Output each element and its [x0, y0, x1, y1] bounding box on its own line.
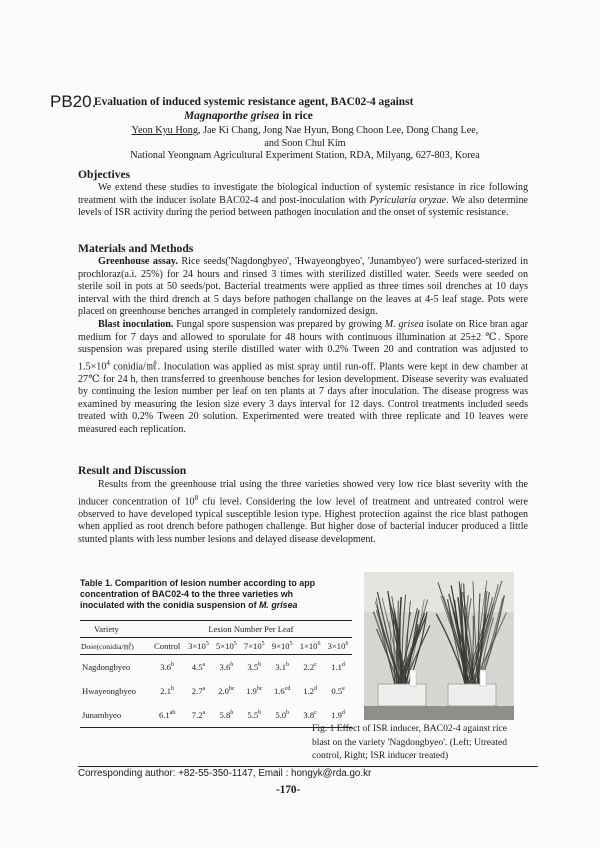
table-caption-species: M. grisea	[259, 600, 298, 610]
lesion-value: 6.1	[158, 710, 170, 720]
abstract-code: PB20.	[50, 92, 97, 111]
title-line-2	[94, 109, 564, 123]
dose-header-cell	[268, 638, 296, 655]
significance-letter: e	[342, 686, 345, 693]
pot-label-tag	[410, 670, 416, 686]
objectives-text-1: We extend these studies to investigate the biological induction of systemic resistance in rice following treatment with the inducer isolate BAC02-4 and post-inoculation with	[78, 182, 528, 206]
lesion-value: 5.8	[219, 710, 231, 720]
lesion-value-cell	[185, 655, 213, 680]
significance-letter: bc	[228, 686, 235, 693]
lesion-value-cell	[268, 655, 296, 680]
lesion-value: 5.0	[275, 710, 287, 720]
lesion-value-cell	[324, 655, 352, 680]
lesion-value-cell	[212, 703, 240, 728]
lesion-value: 4.5	[191, 662, 203, 672]
dose-header-cell	[296, 638, 324, 655]
lesion-value: 7.2	[191, 710, 203, 720]
significance-letter: c	[314, 662, 317, 669]
lesion-value-cell	[240, 703, 268, 728]
dose-base: 9×10	[271, 641, 290, 651]
objectives-text-2: . We also determine levels of ISR activity during the period between pathogen inoculation and the onset of systemic resistance.	[78, 194, 528, 219]
methods-body	[78, 256, 528, 437]
plant-pot	[378, 684, 426, 706]
dose-exponent: 5	[233, 641, 237, 648]
table-caption-line-3: inoculated with the conidia suspension of	[80, 600, 259, 610]
lesion-value: 1.9	[246, 686, 257, 696]
lesion-value: 1.1	[331, 662, 342, 672]
page-number: -170-	[276, 784, 301, 796]
lesion-value: 1.9	[331, 710, 342, 720]
significance-letter: a	[202, 710, 206, 717]
dose-base: 1×10	[299, 641, 318, 651]
plant-pot	[448, 684, 496, 706]
table-row	[80, 655, 352, 680]
dose-header-row	[80, 638, 352, 655]
figure-photo	[364, 572, 514, 720]
lesion-value-cell	[240, 655, 268, 680]
lesion-value: 2.7	[191, 686, 203, 696]
lesion-value: 3.5	[247, 662, 259, 672]
dose-header-cell	[185, 638, 213, 655]
corresponding-author: Corresponding author: +82-55-350-1147, Email : hongyk@rda.go.kr	[78, 766, 538, 779]
blast-label: Blast inoculation.	[98, 318, 174, 330]
pot-label-tag	[480, 670, 486, 686]
photo-sky	[364, 572, 514, 612]
results-text-a: Results from the greenhouse trial using the three varieties showed very low rice blast severity with the inducer concentration of 10	[78, 479, 528, 507]
significance-letter: b	[286, 662, 290, 669]
header-variety: Variety	[80, 621, 150, 638]
table-header-row	[80, 621, 352, 638]
significance-letter: d	[313, 686, 317, 693]
lesion-value-cell	[296, 655, 324, 680]
title-main: Evaluation of induced systemic resistance agent, BAC02-4 against	[94, 96, 414, 108]
lesion-value-cell	[324, 679, 352, 703]
significance-letter: b	[171, 686, 175, 693]
affiliation: National Yeongnam Agricultural Experiment Station, RDA, Milyang, 627-803, Korea	[130, 150, 480, 161]
lesion-value-cell	[268, 679, 296, 703]
blast-text-c: conidia/㎖. Inoculation was applied as mist spray until run-off. Plants were kept in dew chamber at 27℃ for 24 h, then transferred to greenhouse benches for lesion development. Disease severity was evaluated by continuing the lesion number per leaf on ten plants at 7 days after inoculation. The disease progress was examined by measuring the lesion size every 3 days interval for 12 days. Control treatments included seeds treated with 0.2% Tween 20 solution. Experimented were treated with three replicate and 10 leaves were measured each replication.	[78, 361, 528, 436]
author-list	[70, 124, 540, 150]
first-author: Yeon Kyu Hong	[131, 125, 198, 136]
dose-header-cell	[240, 638, 268, 655]
bench-surface	[364, 706, 514, 720]
table-caption	[80, 578, 360, 611]
dose-header-cell	[212, 638, 240, 655]
lesion-value-cell	[268, 703, 296, 728]
variety-cell: Hwayeongbyeo	[82, 686, 136, 696]
significance-letter: b	[230, 710, 234, 717]
lesion-value-cell	[240, 679, 268, 703]
lesion-value: 2.2	[303, 662, 315, 672]
significance-letter: b	[230, 662, 234, 669]
other-authors-1: , Jae Ki Chang, Jong Nae Hyun, Bong Choon Lee, Dong Chang Lee,	[197, 125, 479, 136]
blast-exponent: 4	[106, 358, 110, 367]
variety-cell: Junambyeo	[80, 703, 150, 728]
lesion-value: 3.1	[275, 662, 287, 672]
paper-title	[94, 95, 564, 123]
significance-letter: cd	[284, 686, 291, 693]
significance-letter: a	[202, 686, 206, 693]
lesion-value: 0.5	[331, 686, 343, 696]
lesion-value-cell	[150, 703, 185, 728]
lesion-value-cell	[185, 703, 213, 728]
variety-cell: Nagdongbyeo	[82, 662, 131, 672]
lesion-value-cell	[185, 679, 213, 703]
lesion-value: 3.6	[160, 662, 172, 672]
dose-base: 3×10	[327, 641, 346, 651]
significance-letter: c	[314, 710, 317, 717]
results-exponent: 8	[194, 493, 199, 502]
lesion-value-cell	[296, 679, 324, 703]
dose-header-cell	[150, 638, 185, 655]
significance-letter: bc	[256, 686, 263, 693]
significance-letter: b	[171, 662, 175, 669]
dose-base: 5×10	[216, 641, 234, 651]
dose-header-cell	[324, 638, 352, 655]
significance-letter: d	[341, 662, 345, 669]
significance-letter: d	[341, 710, 345, 717]
significance-letter: b	[258, 662, 262, 669]
dose-exponent: 6	[345, 641, 349, 648]
lesion-value: 3.8	[303, 710, 315, 720]
dose-label: Dose(conidia/㎖)	[80, 638, 150, 655]
rice-plants-image	[364, 572, 514, 720]
title-suffix: in rice	[282, 110, 313, 122]
significance-letter: b	[258, 710, 262, 717]
other-authors-2: and Soon Chul Kim	[264, 138, 346, 149]
lesion-value-cell	[150, 655, 185, 680]
significance-letter: ab	[169, 710, 176, 717]
blast-text-a: Fungal spore suspension was prepared by growing	[173, 318, 385, 330]
dose-exponent: 6	[317, 641, 321, 648]
objectives-species: Pyricularia oryzae	[369, 194, 447, 206]
objectives-heading: Objectives	[78, 168, 131, 181]
header-lesion-group: Lesion Number Per Leaf	[150, 621, 352, 638]
lesion-value-cell	[212, 679, 240, 703]
dose-exponent: 5	[261, 641, 265, 648]
lesion-value-cell	[150, 679, 185, 703]
objectives-paragraph	[78, 182, 528, 220]
greenhouse-text: Rice seeds('Nagdongbyeo', 'Hwayeongbyeo', 'Junambyeo') were surfaced-sterized in prochloraz(a.i. 25%) for 24 hours and rinsed 3 times with sterilized distilled water. Seeds were seeded on sterile soil in pots at 50 seeds/pot. Bacterial treatments were applied as three times soil drenches at 10 days interval with the third drench at 5 days before pathogen challange on the leaves at 4-5 leaf stage. Pots were placed on greenhouse benches arranged in completely randomized design.	[78, 256, 528, 318]
lesion-value: 2.1	[160, 686, 172, 696]
lesion-value-cell	[212, 655, 240, 680]
table-caption-line-2: concentration of BAC02-4 to the three varieties wh	[80, 589, 294, 599]
results-text-b: cfu level. Considering the low level of treatment and untreated control were observed to have developed typical susceptible lesion type. Highest protection against the rice blast pathogen when applied as root drench before pathogen challenge. But higher dose of bacterial inducer produced a little stunted plants with less number lesions and delayed disease development.	[78, 495, 528, 545]
lesion-value: 1.2	[303, 686, 314, 696]
lesion-value: 1.6	[273, 686, 285, 696]
greenhouse-label: Greenhouse assay.	[98, 256, 178, 267]
methods-heading: Materials and Methods	[78, 242, 194, 255]
dose-base: 3×10	[188, 641, 206, 651]
title-species: Magnaporthe grisea	[184, 110, 280, 122]
results-heading: Result and Discussion	[78, 464, 187, 477]
significance-letter: b	[286, 710, 290, 717]
table-caption-line-1: Table 1. Comparition of lesion number according to app	[80, 578, 316, 588]
dose-exponent: 5	[205, 641, 209, 648]
blast-species: M. grisea	[384, 318, 424, 330]
lesion-table	[80, 620, 352, 728]
lesion-value: 5.5	[247, 710, 259, 720]
lesion-value: 3.6	[219, 662, 231, 672]
dose-exponent: 5	[289, 641, 293, 648]
table-row	[80, 679, 352, 703]
significance-letter: a	[202, 662, 206, 669]
lesion-value: 2.0	[218, 686, 229, 696]
dose-base: 7×10	[243, 641, 262, 651]
blast-text-b: isolate on Rice bran agar medium for 7 days and allowed to sporulate for 48 hours with continuous illumination at 25±2 ℃. Spore suspension was prepared using sterile distilled water with 0.2% Tween 20 and contration was adjusted to 1.5×10	[78, 318, 528, 373]
figure-caption: Fig. 1 Effect of ISR inducer, BAC02-4 against rice blast on the variety 'Nagdongbyeo'. (Left; Utreated control, Right; ISR inducer treated)	[312, 723, 508, 761]
results-paragraph	[78, 479, 528, 546]
dose-base: Control	[154, 641, 181, 651]
